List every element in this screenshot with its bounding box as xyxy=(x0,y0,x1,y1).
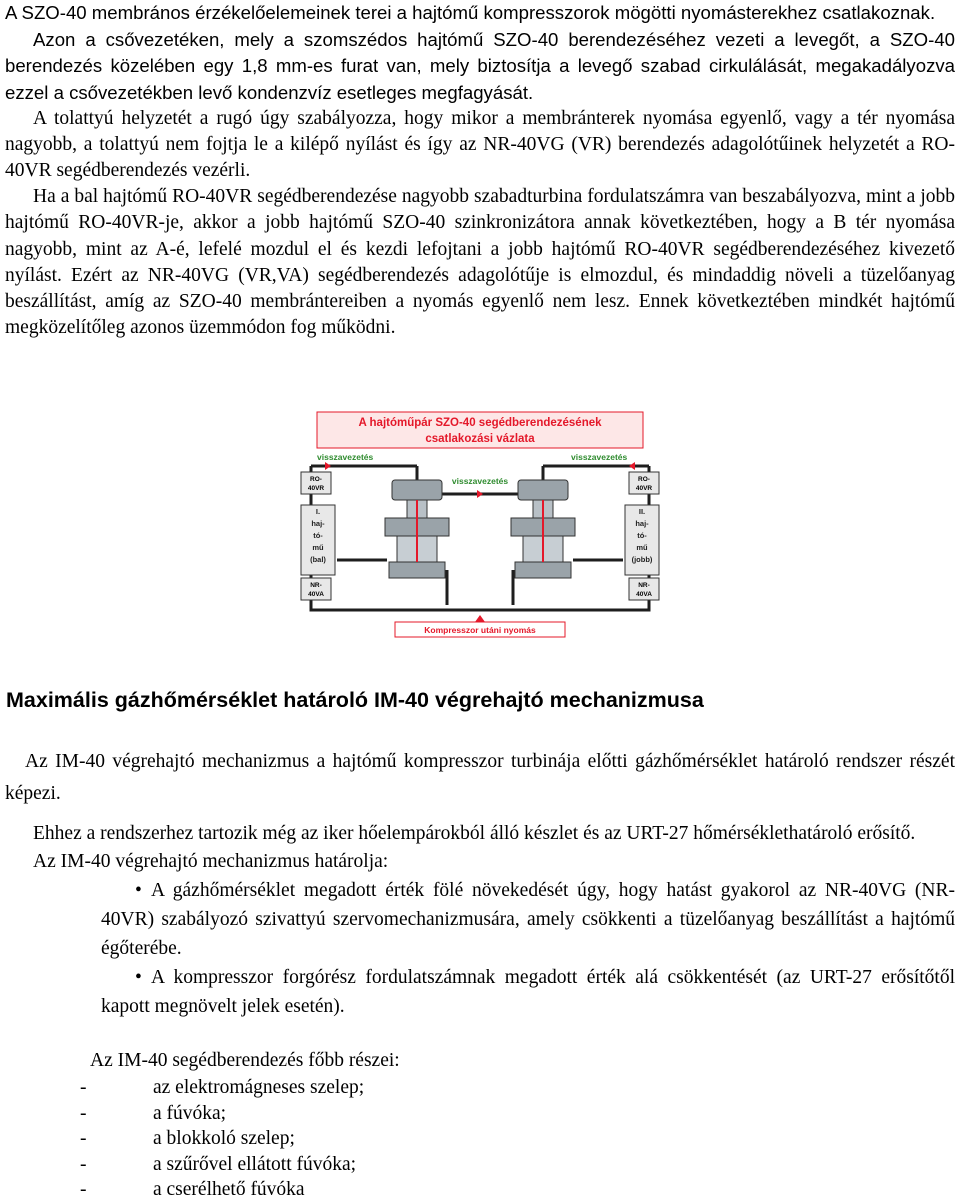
paragraph-synchronization: Ha a bal hajtómű RO-40VR segédberendezése nagyobb szabadturbina fordulatszámra van beszabályozva, mint a jobb hajtómű RO-40VR-je, akkor a jobb hajtómű SZO-40 szinkronizátora annak következtében, hogy a B tér nyomása nagyobb, mint az A-é, lefelé mozdul el és kezdi lefojtani a jobb hajtómű RO-40VR segédberendezéséhez kivezető nyílást. Ezért az NR-40VG (VR,VA) segédberendezés adagolótűje is elmozdul, és mindaddig növeli a tüzelőanyag beszállítást, amíg az SZO-40 membrántereiben a nyomás egyenlő nem lesz. Ennek következtében mindkét hajtómű megközelítőleg azonos üzemmódon fog működni. xyxy=(5,186,955,339)
im40-section-body xyxy=(5,746,955,1021)
nr40va-left-label-2: 40VA xyxy=(308,591,324,598)
im40-parts xyxy=(80,1046,400,1203)
im40-limits-list xyxy=(5,876,955,1021)
list-item xyxy=(80,1101,400,1127)
engine-left-label-4: mű xyxy=(312,543,324,552)
compressor-pressure-label: Kompresszor utáni nyomás xyxy=(424,625,536,635)
part-text: a cserélhető fúvóka xyxy=(153,1179,305,1200)
list-item xyxy=(80,1126,400,1152)
list-item xyxy=(80,1075,400,1101)
paragraph-im40-components: Ehhez a rendszerhez tartozik még az iker hőelempárokból álló készlet és az URT-27 hőmérséklethatároló erősítő. xyxy=(33,823,916,844)
return-label-right: visszavezetés xyxy=(571,452,628,462)
dash-marker: - xyxy=(80,1077,87,1098)
connection-diagram-figure xyxy=(297,410,663,641)
nr40va-left-label-1: NR- xyxy=(310,582,322,589)
paragraph-pipeline: Azon a csővezetéken, mely a szomszédos hajtómű SZO-40 berendezéséhez vezeti a levegőt, a SZO-40 berendezés közelében egy 1,8 mm-es furat van, mely biztosítja a levegő szabad cirkulálását, megakadályozva ezzel a csővezetékben levő kondenzvíz esetleges megfagyását. xyxy=(5,28,955,103)
return-label-left: visszavezetés xyxy=(317,452,374,462)
dash-marker: - xyxy=(80,1102,87,1124)
connection-diagram xyxy=(297,410,663,641)
nr40va-right-label-1: NR- xyxy=(638,582,650,589)
paragraph-szo40-intro: A SZO-40 membrános érzékelőelemeinek terei a hajtómű kompresszorok mögötti nyomásterekhez csatlakoznak. xyxy=(5,2,936,23)
document-page xyxy=(5,0,955,342)
dash-marker: - xyxy=(80,1153,87,1175)
engine-right-label-4: mű xyxy=(636,543,648,552)
engine-right-label-1: II. xyxy=(638,507,646,516)
part-text: az elektromágneses szelep; xyxy=(153,1077,365,1098)
part-text: a szűrővel ellátott fúvóka; xyxy=(153,1153,357,1175)
bullet-text: A gázhőmérséklet megadott érték fölé növekedését úgy, hogy hatást gyakorol az NR-40VG (NR-40VR) szabályozó szivattyú szervomechanizmusára, amely csökkenti a tüzelőanyag beszállítást a hajtómű égőterébe. xyxy=(101,880,955,959)
engine-right-label-2: haj- xyxy=(635,519,649,528)
engine-left-label-2: haj- xyxy=(311,519,325,528)
diagram-title-line1: A hajtóműpár SZO-40 segédberendezésének xyxy=(358,417,602,429)
engine-left-label-5: (bal) xyxy=(310,555,326,564)
list-item xyxy=(5,876,955,963)
engine-left-label-1: I. xyxy=(315,507,321,516)
bullet-text: A kompresszor forgórész fordulatszámnak megadott érték alá csökkentését (az URT-27 erősítőtől kapott megnövelt jelek esetén). xyxy=(101,967,955,1017)
parts-heading: Az IM-40 segédberendezés főbb részei: xyxy=(90,1050,400,1071)
list-item xyxy=(80,1152,400,1178)
bullet-symbol: • xyxy=(135,880,142,901)
ro40vr-right-label-2: 40VR xyxy=(635,485,653,492)
engine-right-label-3: tó- xyxy=(637,531,647,540)
part-text: a fúvóka; xyxy=(153,1102,227,1124)
ro40vr-left-label-2: 40VR xyxy=(307,485,325,492)
ro40vr-right-label-1: RO- xyxy=(638,476,650,483)
return-label-center: visszavezetés xyxy=(451,476,509,486)
bullet-symbol: • xyxy=(135,967,142,988)
nr40va-right-label-2: 40VA xyxy=(636,591,652,598)
diagram-title-line2: csatlakozási vázlata xyxy=(425,433,535,445)
szo40-device-left xyxy=(385,480,449,578)
list-item xyxy=(5,963,955,1021)
paragraph-im40-intro: Az IM-40 végrehajtó mechanizmus a hajtómű kompresszor turbinája előtti gázhőmérséklet határoló rendszer részét képezi. xyxy=(5,751,955,804)
engine-left-label-3: tó- xyxy=(313,531,323,540)
paragraph-im40-limits: Az IM-40 végrehajtó mechanizmus határolja: xyxy=(33,851,389,872)
paragraph-slide-valve: A tolattyú helyzetét a rugó úgy szabályozza, hogy mikor a membránterek nyomása egyenlő, vagy a tér nyomása nagyobb, a tolattyú nem fojtja le a kilépő nyílást és így az NR-40VG (VR) berendezés adagolótűinek helyzetét a RO-40VR segédberendezés vezérli. xyxy=(5,108,955,181)
szo40-device-right xyxy=(511,480,575,578)
section-heading-im40: Maximális gázhőmérséklet határoló IM-40 végrehajtó mechanizmusa xyxy=(6,688,704,712)
engine-right-label-5: (jobb) xyxy=(631,555,653,564)
list-item xyxy=(80,1177,400,1203)
ro40vr-left-label-1: RO- xyxy=(310,476,322,483)
part-text: a blokkoló szelep; xyxy=(153,1128,295,1149)
dash-marker: - xyxy=(80,1128,87,1149)
dash-marker: - xyxy=(80,1179,87,1200)
